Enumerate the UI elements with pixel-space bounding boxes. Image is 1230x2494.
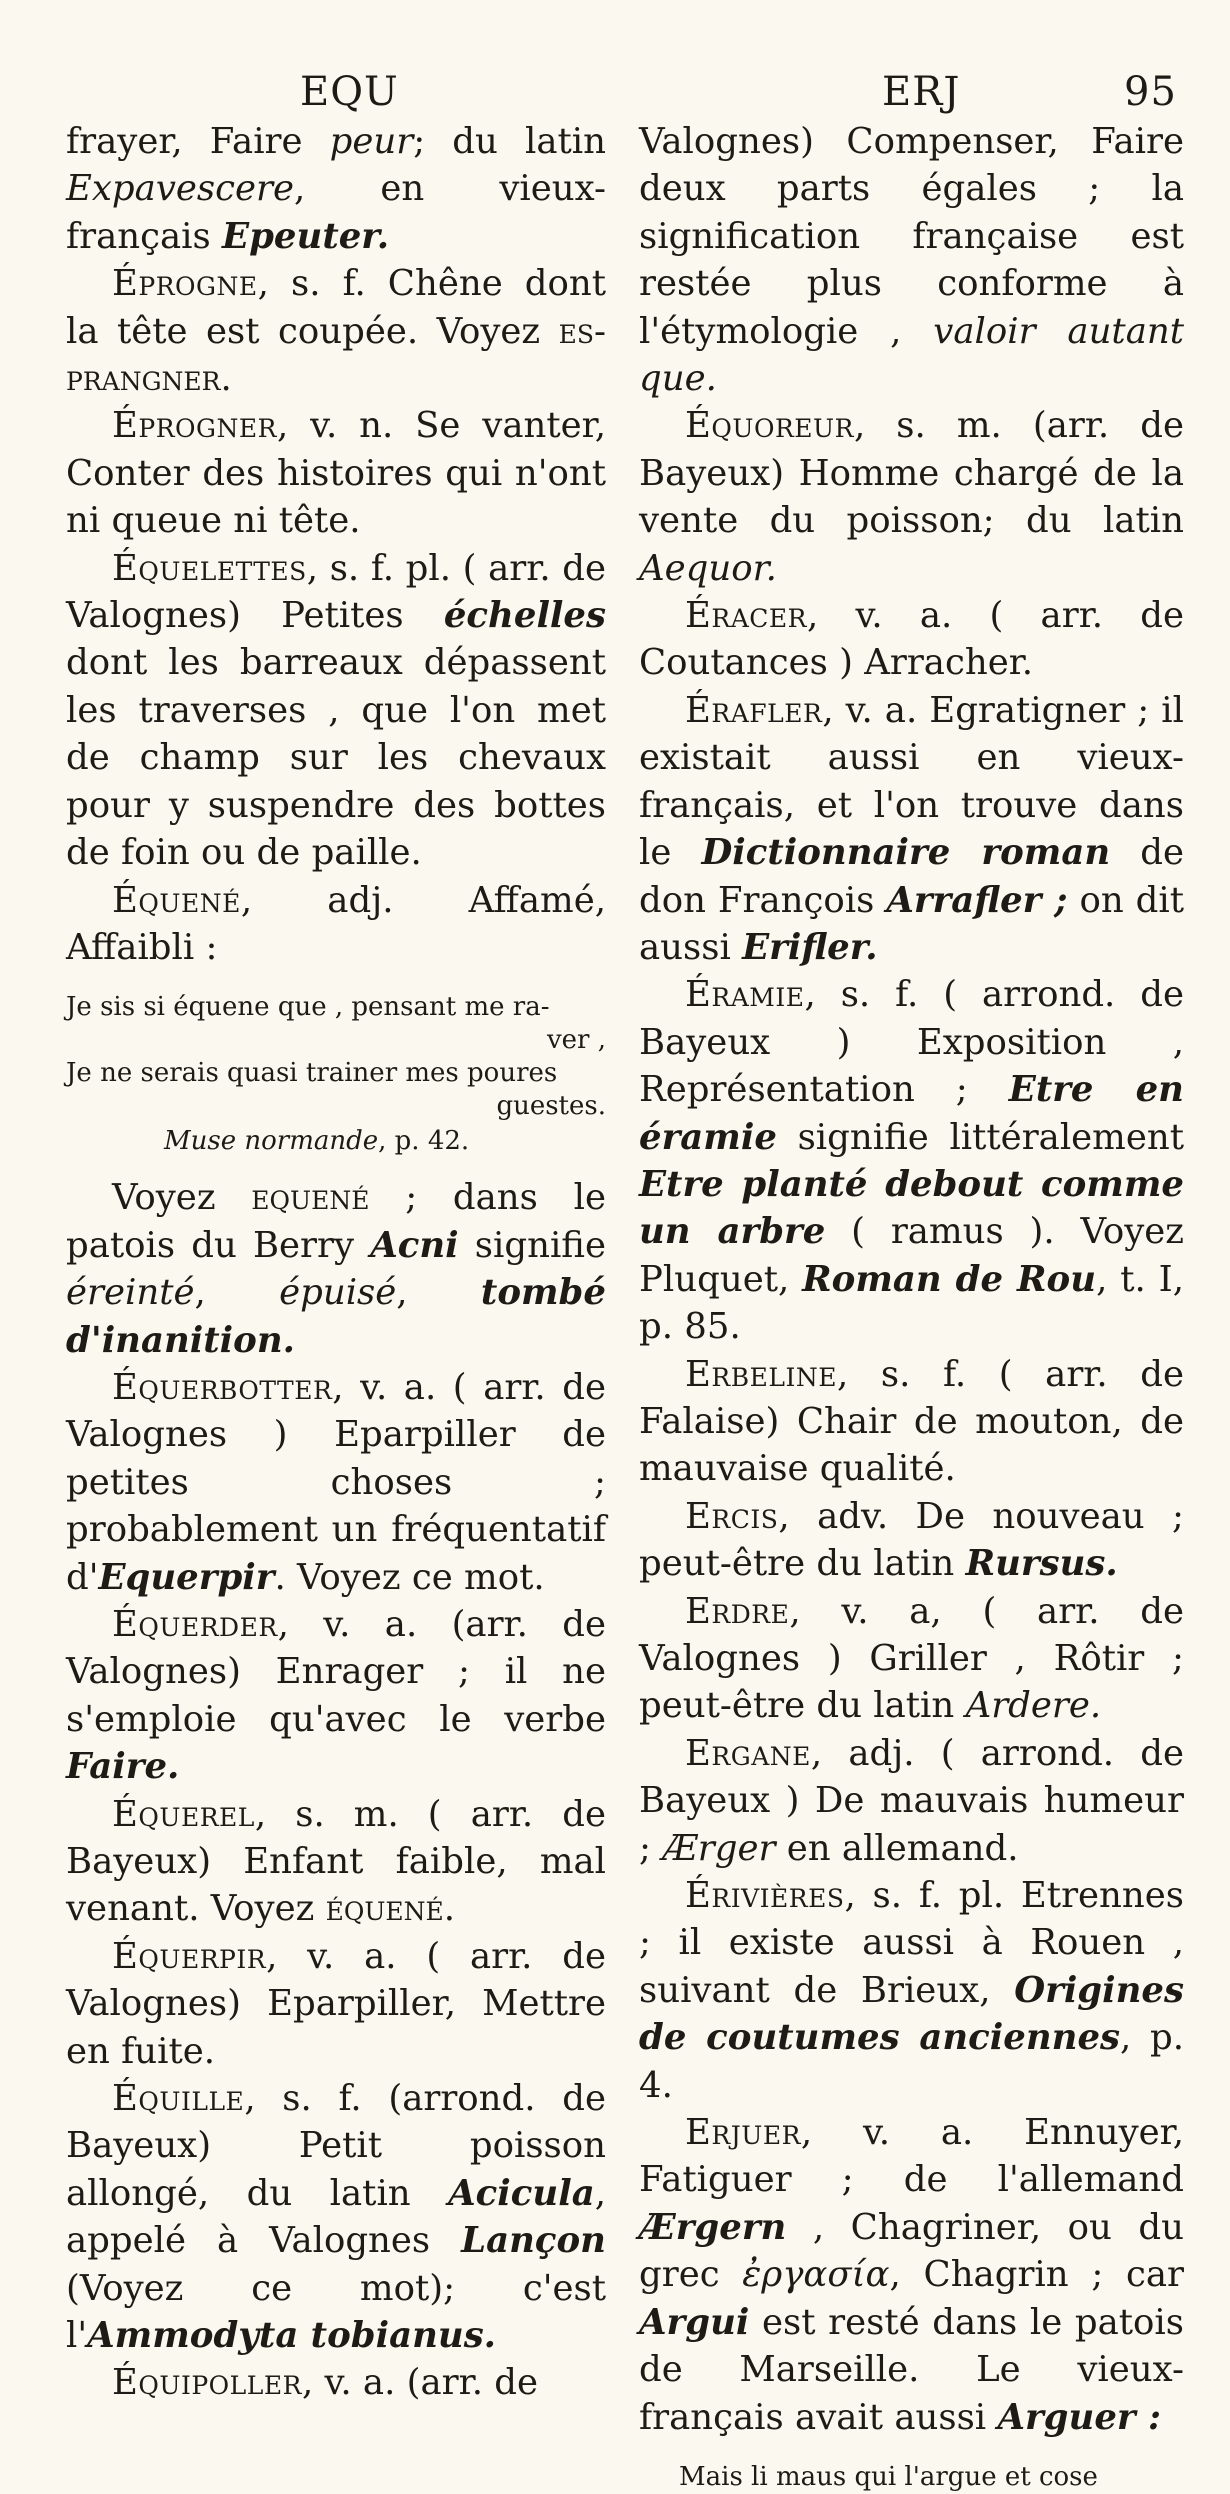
entry-equoreur: Équoreur, s. m. (arr. de Bayeux) Homme chargé de la vente du poisson; du latin Aequor. <box>639 405 1184 589</box>
entry-equerder: Équerder, v. a. (arr. de Valognes) Enrager ; il ne s'emploie qu'avec le verbe Faire. <box>66 1603 606 1788</box>
headword: Équille <box>112 2078 245 2120</box>
headword: Équené <box>112 879 241 921</box>
headword: Erbeline <box>685 1353 837 1395</box>
verse-quotation: Je sis si équene que , pensant me ra- ver , Je ne serais quasi trainer mes poures guestes. Muse normande, p. 42. <box>66 992 606 1157</box>
entry-equille: Équille, s. f. (arrond. de Bayeux) Petit poisson allongé, du latin Acicula, appelé à Valognes Lançon (Voyez ce mot); c'est l'Ammodyta tobianus. <box>66 2078 606 2357</box>
headword: Erjuer <box>685 2112 801 2154</box>
headword: Érafler <box>685 689 823 731</box>
entry-continuation: Valognes) Compenser, Faire deux parts égales ; la signification française est restée plus conforme à l'étymologie , valoir autant que. <box>639 121 1184 400</box>
entry-erjuer: Erjuer, v. a. Ennuyer, Fatiguer ; de l'allemand Ærgern , Chagriner, ou du grec ἐργασία, Chagrin ; car Argui est resté dans le patois de Marseille. Le vieux-français avait aussi Arguer : <box>639 2112 1185 2438</box>
entry-eracer: Éracer, v. a. ( arr. de Coutances ) Arracher. <box>639 595 1184 684</box>
headword: Équoreur <box>685 405 854 447</box>
entry-equelettes: Équelettes, s. f. pl. ( arr. de Valognes) Petites échelles dont les barreaux dépassent les traverses , que l'on met de champ sur les chevaux pour y suspendre des bottes de foin ou de paille. <box>66 547 606 874</box>
left-column <box>66 118 606 2407</box>
entry-ercis: Ercis, adv. De nouveau ; peut-être du latin Rursus. <box>639 1495 1184 1585</box>
headword: Éracer <box>685 595 807 637</box>
headword: Équelettes <box>112 547 307 589</box>
running-head-left: EQU <box>300 69 399 115</box>
entry-erdre: Erdre, v. a, ( arr. de Valognes ) Griller , Rôtir ; peut-être du latin Ardere. <box>639 1590 1184 1727</box>
entry-equipoller: Équipoller, v. a. (arr. de <box>112 2362 539 2404</box>
entry-erivieres: Érivières, s. f. pl. Etrennes ; il existe aussi à Rouen , suivant de Brieux, Origines de coutumes anciennes, p. 4. <box>639 1875 1184 2106</box>
headword: Éramie <box>685 974 805 1016</box>
entry-erafler: Érafler, v. a. Egratigner ; il existait aussi en vieux-français, et l'on trouve dans le Dictionnaire roman de don François Arrafler ; on dit aussi Erifler. <box>639 689 1184 968</box>
headword: Éprogner <box>112 405 277 447</box>
entry-equerpir: Équerpir, v. a. ( arr. de Valognes) Eparpiller, Mettre en fuite. <box>66 1935 606 2072</box>
entry-equerbotter: Équerbotter, v. a. ( arr. de Valognes ) Eparpiller de petites choses ; probablement un fréquentatif d'Equerpir. Voyez ce mot. <box>66 1366 606 1598</box>
page-number: 95 <box>1124 69 1177 115</box>
entry-eprogner: Éprogner, v. n. Se vanter, Conter des histoires qui n'ont ni queue ni tête. <box>66 405 606 542</box>
verse-citation: Muse normande, p. 42. <box>164 1126 470 1157</box>
entry-continuation: frayer, Faire peur; du latin Expavescere, en vieux-français Epeuter. <box>66 121 606 257</box>
running-head-right: ERJ <box>882 69 961 115</box>
entry-equene: Équené, adj. Affamé, Affaibli : <box>66 879 606 968</box>
headword: Erdre <box>685 1590 790 1632</box>
verse-quotation: Mais li maus qui l'argue et cose <box>679 2461 1098 2492</box>
right-column <box>639 118 1184 2494</box>
entry-erbeline: Erbeline, s. f. ( arr. de Falaise) Chair de mouton, de mauvaise qualité. <box>639 1353 1184 1490</box>
headword: Ergane <box>685 1732 811 1774</box>
headword: Équerder <box>112 1603 278 1645</box>
entry-eramie: Éramie, s. f. ( arrond. de Bayeux ) Exposition , Représentation ; Etre en éramie signifie littéralement Etre planté debout comme un arbre ( ramus ). Voyez Pluquet, Roman de Rou, t. I, p. 85. <box>639 974 1184 1348</box>
headword: Équipoller <box>112 2362 302 2404</box>
headword: Érivières <box>685 1875 845 1917</box>
headword: Ercis <box>685 1495 779 1537</box>
entry-ergane: Ergane, adj. ( arrond. de Bayeux ) De mauvais humeur ; Ærger en allemand. <box>639 1732 1184 1869</box>
headword: Équerbotter <box>112 1366 333 1408</box>
entry-voyez-equene: Voyez equené ; dans le patois du Berry Acni signifie éreinté, épuisé, tombé d'inanition. <box>66 1177 606 1361</box>
headword: Équerel <box>112 1793 255 1835</box>
entry-eprogne: Éprogne, s. f. Chêne dont la tête est coupée. Voyez es-prangner. <box>66 263 606 400</box>
entry-equerel: Équerel, s. m. ( arr. de Bayeux) Enfant faible, mal venant. Voyez équené. <box>66 1793 606 1930</box>
headword: Équerpir <box>112 1935 267 1977</box>
headword: Éprogne <box>112 263 258 305</box>
